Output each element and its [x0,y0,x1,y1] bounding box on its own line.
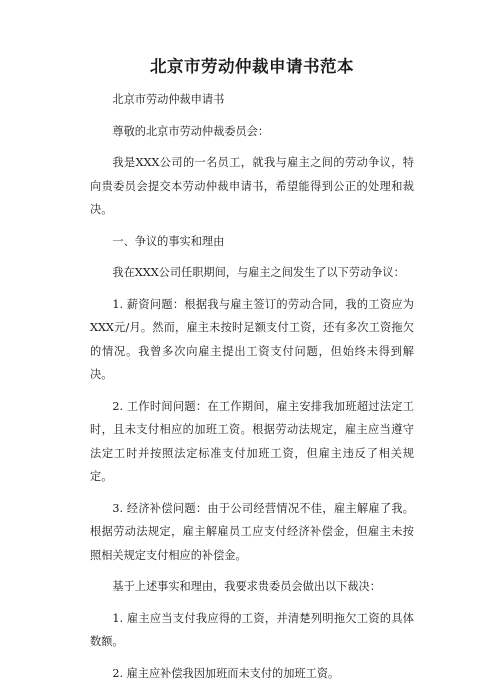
paragraph-request-1: 1. 雇主应当支付我应得的工资，并清楚列明拖欠工资的具体数额。 [90,607,414,654]
paragraph-salutation: 尊敬的北京市劳动仲裁委员会： [90,120,414,144]
paragraph-salary-issue: 1. 薪资问题：根据我与雇主签订的劳动合同，我的工资应为XXX元/月。然而，雇主未按时足额支付工资，还有多次工资拖欠的情况。我曾多次向雇主提出工资支付问题，但始终未得到解决。 [90,293,414,387]
paragraph-dispute-intro: 我在XXX公司任职期间，与雇主之间发生了以下劳动争议： [90,261,414,285]
paragraph-heading: 北京市劳动仲裁申请书 [90,88,414,112]
document-title: 北京市劳动仲裁申请书范本 [90,56,414,78]
paragraph-request-intro: 基于上述事实和理由，我要求贵委员会做出以下裁决： [90,575,414,599]
paragraph-intro: 我是XXX公司的一名员工，就我与雇主之间的劳动争议，特向贵委员会提交本劳动仲裁申请书，希望能得到公正的处理和裁决。 [90,151,414,222]
paragraph-compensation-issue: 3. 经济补偿问题：由于公司经营情况不佳，雇主解雇了我。根据劳动法规定，雇主解雇员工应支付经济补偿金，但雇主未按照相关规定支付相应的补偿金。 [90,497,414,568]
paragraph-worktime-issue: 2. 工作时间问题：在工作期间，雇主安排我加班超过法定工时，且未支付相应的加班工资。根据劳动法规定，雇主应当遵守法定工时并按照法定标准支付加班工资，但雇主违反了相关规定。 [90,395,414,489]
paragraph-request-2: 2. 雇主应补偿我因加班而未支付的加班工资。 [90,662,414,685]
section-heading-facts: 一、争议的事实和理由 [90,230,414,254]
